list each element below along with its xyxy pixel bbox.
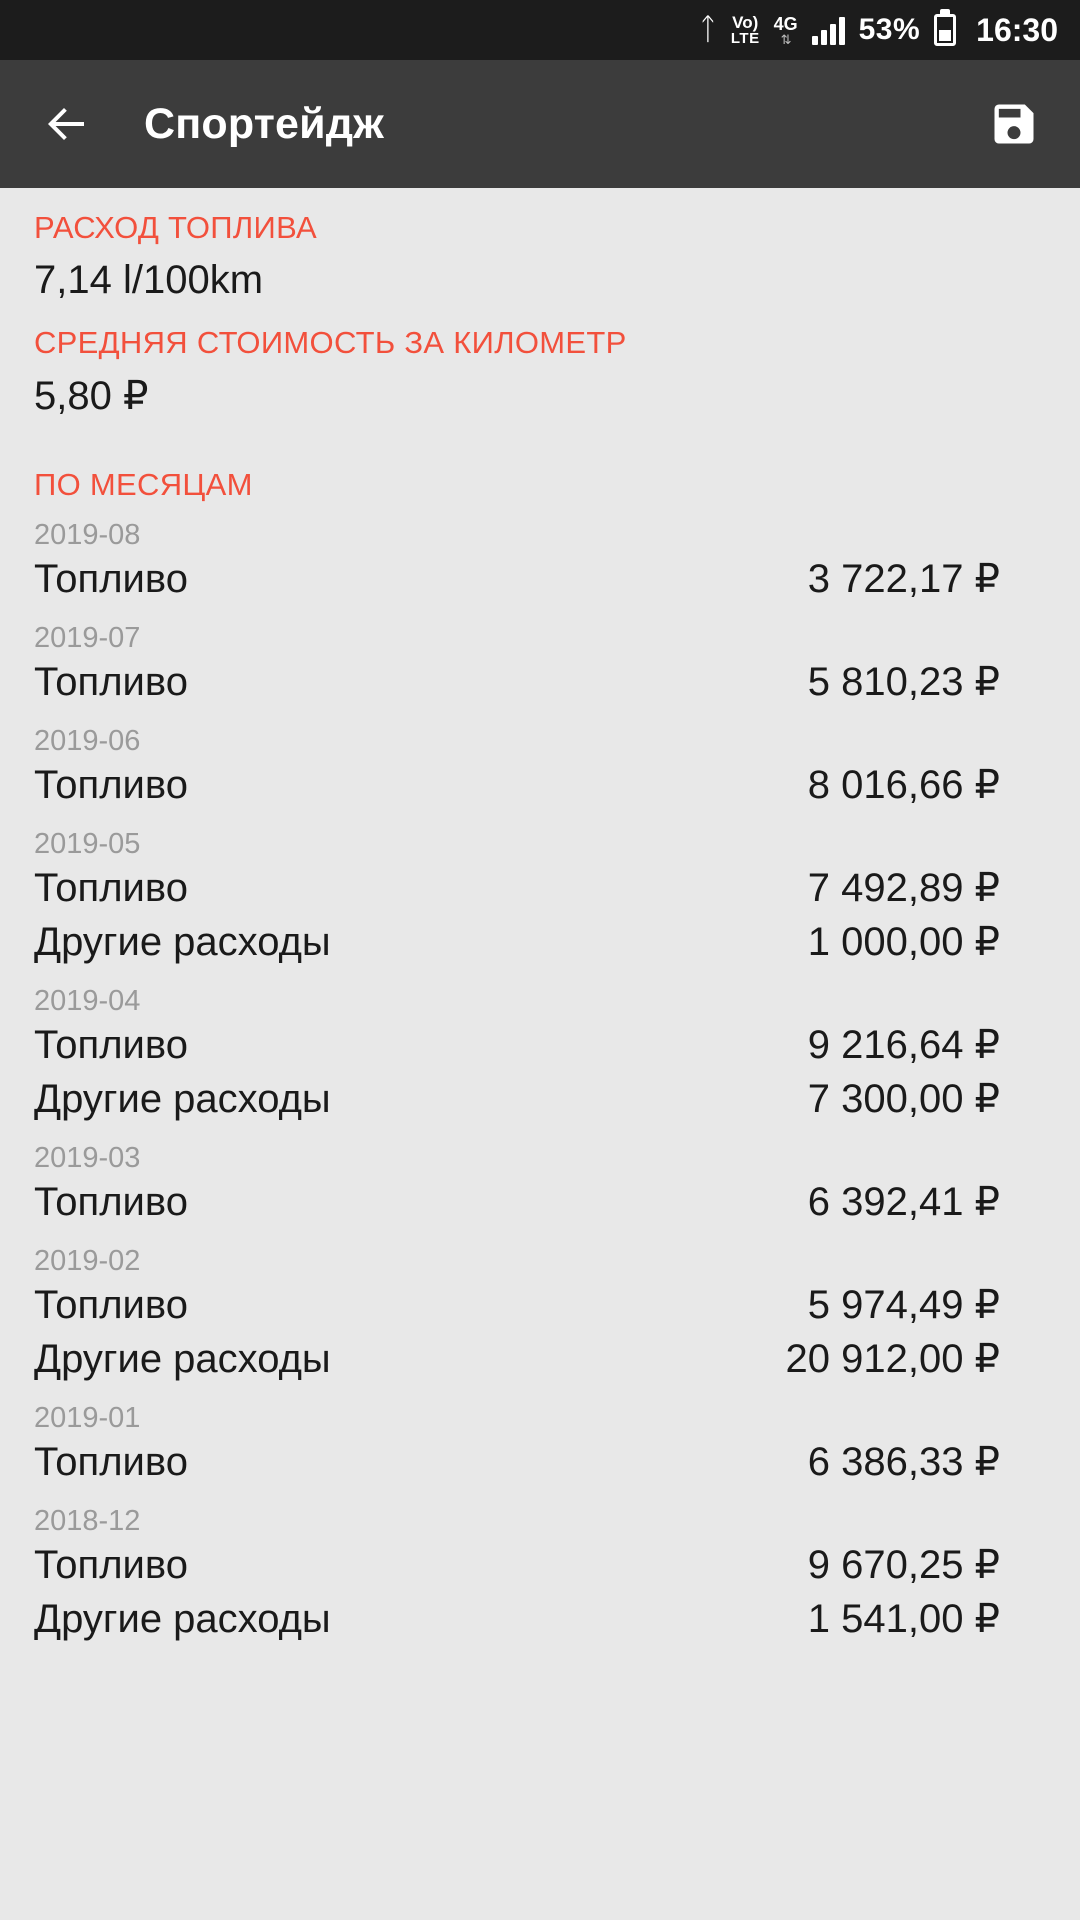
expense-category-label: Топливо xyxy=(34,763,188,807)
save-icon xyxy=(988,98,1040,150)
month-group xyxy=(0,820,1080,969)
network-type-label: 4G xyxy=(773,13,798,34)
expense-row[interactable] xyxy=(0,1435,1080,1489)
expense-row[interactable] xyxy=(0,1592,1080,1646)
month-label: 2019-04 xyxy=(34,985,141,1017)
month-label: 2019-08 xyxy=(34,519,141,551)
expense-amount-label: 1 000,00 ₽ xyxy=(807,920,1000,964)
month-group xyxy=(0,1497,1080,1646)
expense-category-label: Топливо xyxy=(34,1180,188,1224)
app-bar xyxy=(0,60,1080,188)
month-label: 2018-12 xyxy=(34,1505,141,1537)
expense-category-label: Другие расходы xyxy=(34,1337,331,1381)
expense-row[interactable] xyxy=(0,655,1080,709)
expense-row[interactable] xyxy=(0,915,1080,969)
stat-value: 7,14 l/100km xyxy=(34,258,264,302)
expense-amount-label: 9 216,64 ₽ xyxy=(807,1023,1000,1067)
battery-icon xyxy=(934,14,956,46)
month-label: 2019-02 xyxy=(34,1245,141,1277)
expense-amount-label: 7 492,89 ₽ xyxy=(807,866,1000,910)
month-group xyxy=(0,511,1080,606)
expense-amount-label: 1 541,00 ₽ xyxy=(807,1597,1000,1641)
back-arrow-icon xyxy=(42,100,90,148)
expense-row[interactable] xyxy=(0,552,1080,606)
month-group xyxy=(0,1237,1080,1386)
bluetooth-icon: ᛏ xyxy=(698,13,717,46)
expense-category-label: Топливо xyxy=(34,557,188,601)
month-group xyxy=(0,977,1080,1126)
expense-row[interactable] xyxy=(0,1072,1080,1126)
stat-label: РАСХОД ТОПЛИВА xyxy=(34,210,318,245)
month-label: 2019-01 xyxy=(34,1402,141,1434)
save-button[interactable] xyxy=(982,92,1046,156)
month-group xyxy=(0,614,1080,709)
back-button[interactable] xyxy=(34,92,98,156)
network-type-icon xyxy=(774,15,798,46)
expense-row[interactable] xyxy=(0,758,1080,812)
stats-scroll-area[interactable] xyxy=(0,188,1080,1920)
expense-amount-label: 20 912,00 ₽ xyxy=(785,1337,1000,1381)
month-group xyxy=(0,1134,1080,1229)
expense-amount-label: 5 810,23 ₽ xyxy=(807,660,1000,704)
expense-category-label: Другие расходы xyxy=(34,1077,331,1121)
expense-row[interactable] xyxy=(0,1332,1080,1386)
expense-row[interactable] xyxy=(0,1538,1080,1592)
status-bar xyxy=(0,0,1080,60)
month-label: 2019-07 xyxy=(34,622,141,654)
expense-row[interactable] xyxy=(0,1018,1080,1072)
stat-value: 5,80 ₽ xyxy=(34,374,149,418)
data-transfer-arrows-icon: ⇅ xyxy=(780,31,791,47)
expense-amount-label: 6 386,33 ₽ xyxy=(807,1440,1000,1484)
stat-average-cost-per-km xyxy=(0,325,1080,419)
page-title: Спортейдж xyxy=(144,99,384,148)
expense-amount-label: 6 392,41 ₽ xyxy=(807,1180,1000,1224)
stat-fuel-consumption xyxy=(0,210,1080,303)
volte-top-label: Vo) xyxy=(732,13,759,32)
expense-category-label: Топливо xyxy=(34,660,188,704)
expense-row[interactable] xyxy=(0,1175,1080,1229)
month-group xyxy=(0,717,1080,812)
expense-category-label: Топливо xyxy=(34,1283,188,1327)
battery-percent-label: 53% xyxy=(858,13,921,46)
month-label: 2019-03 xyxy=(34,1142,141,1174)
status-icons xyxy=(699,12,1058,49)
expense-amount-label: 5 974,49 ₽ xyxy=(807,1283,1000,1327)
volte-icon xyxy=(731,14,760,46)
signal-bars-icon xyxy=(812,15,845,45)
volte-bottom-label: LTE xyxy=(730,30,760,47)
expense-amount-label: 9 670,25 ₽ xyxy=(807,1543,1000,1587)
expense-category-label: Топливо xyxy=(34,1440,188,1484)
expense-category-label: Топливо xyxy=(34,1543,188,1587)
expense-amount-label: 7 300,00 ₽ xyxy=(807,1077,1000,1121)
month-group xyxy=(0,1394,1080,1489)
expense-row[interactable] xyxy=(0,1278,1080,1332)
month-label: 2019-05 xyxy=(34,828,141,860)
expense-category-label: Другие расходы xyxy=(34,920,331,964)
expense-amount-label: 3 722,17 ₽ xyxy=(807,557,1000,601)
months-list xyxy=(0,511,1080,1646)
month-label: 2019-06 xyxy=(34,725,141,757)
months-section-header: ПО МЕСЯЦАМ xyxy=(34,467,253,502)
expense-row[interactable] xyxy=(0,861,1080,915)
expense-amount-label: 8 016,66 ₽ xyxy=(807,763,1000,807)
clock-label: 16:30 xyxy=(976,11,1058,48)
expense-category-label: Топливо xyxy=(34,866,188,910)
stat-label: СРЕДНЯЯ СТОИМОСТЬ ЗА КИЛОМЕТР xyxy=(34,325,627,360)
expense-category-label: Другие расходы xyxy=(34,1597,331,1641)
expense-category-label: Топливо xyxy=(34,1023,188,1067)
